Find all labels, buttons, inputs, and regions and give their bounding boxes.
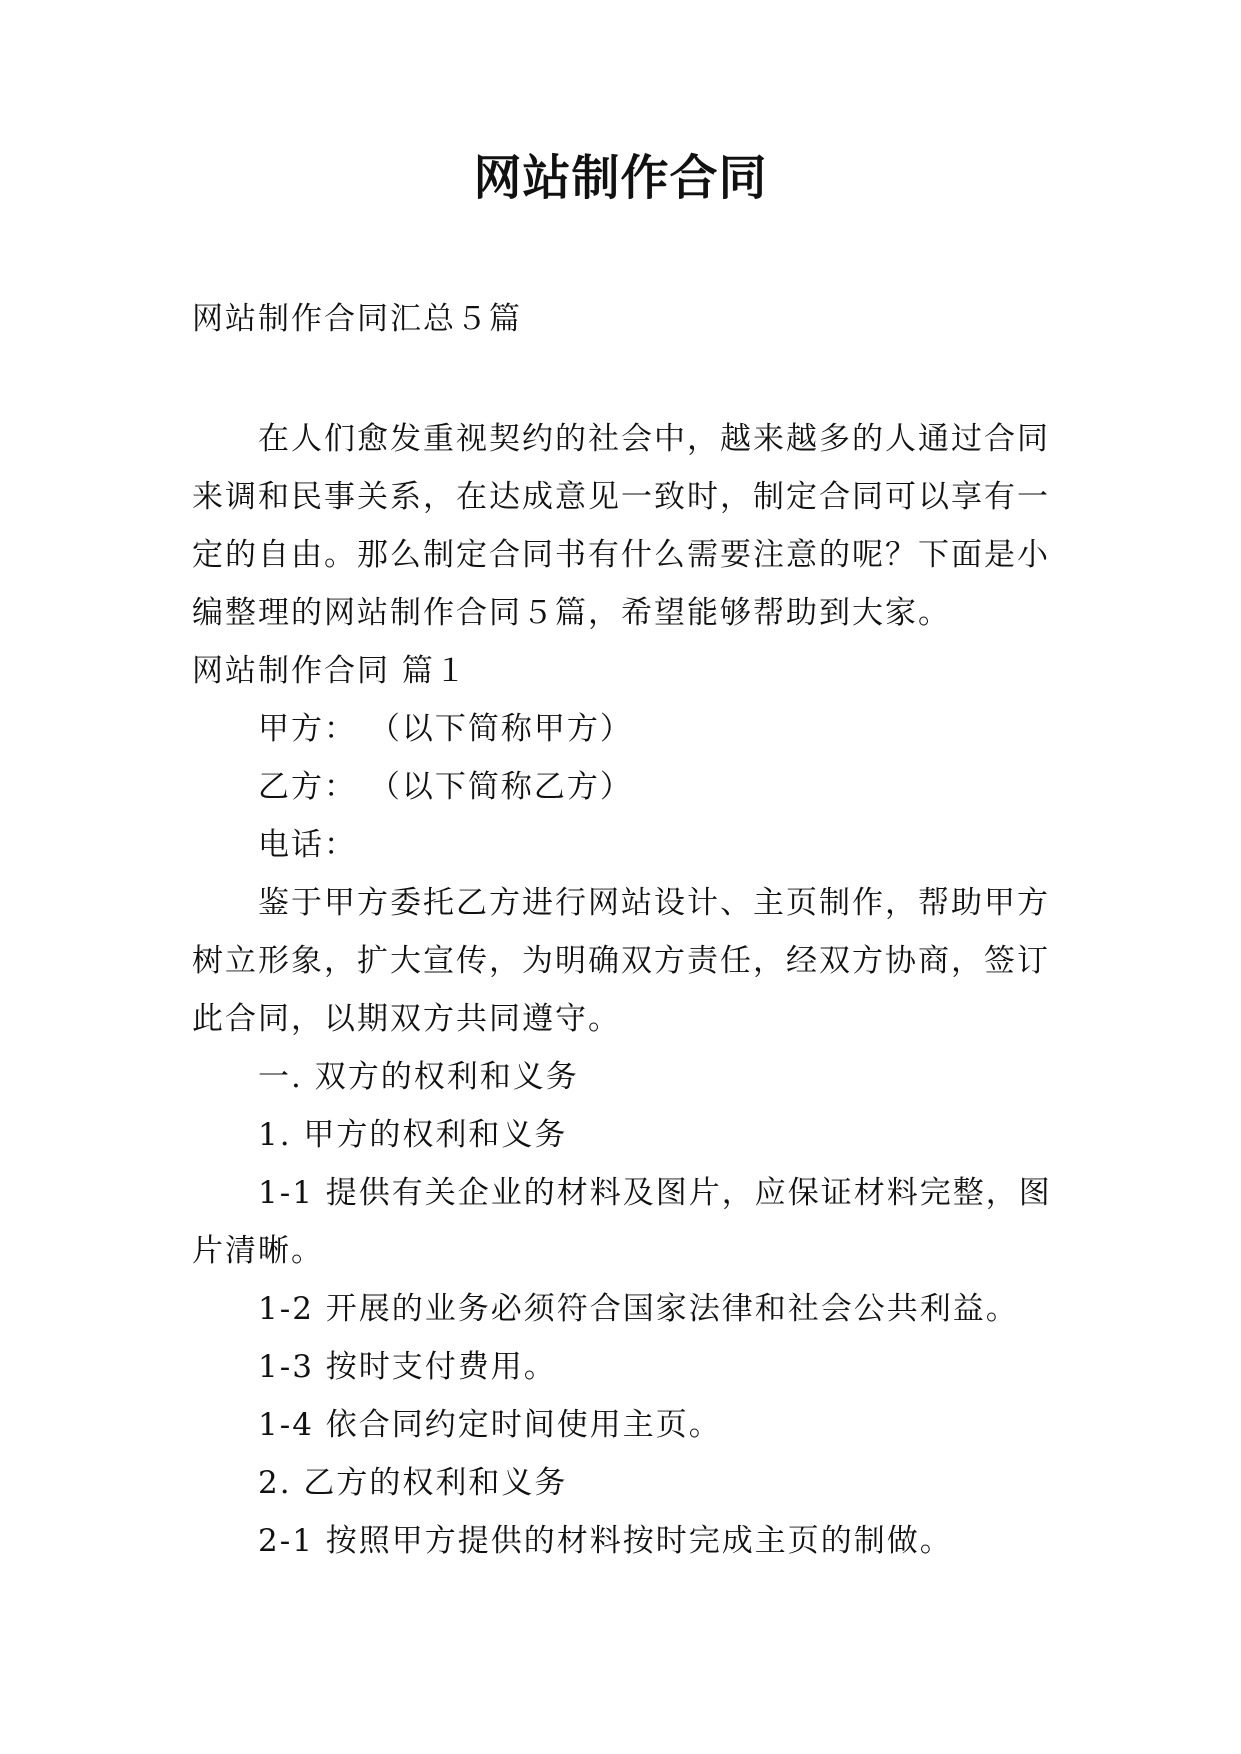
preamble-line-2: 树立形象，扩大宣传，为明确双方责任，经双方协商，签订	[192, 943, 1050, 979]
clause-1-1-2: 1-2 开展的业务必须符合国家法律和社会公共利益。	[258, 1291, 1019, 1327]
intro-line-4: 编整理的网站制作合同５篇，希望能够帮助到大家。	[192, 595, 951, 631]
preamble-line-1: 鉴于甲方委托乙方进行网站设计、主页制作，帮助甲方	[258, 885, 1050, 921]
document-body	[192, 290, 1052, 1570]
clause-1-heading: 一. 双方的权利和义务	[258, 1059, 579, 1095]
clause-1-1-4: 1-4 依合同约定时间使用主页。	[258, 1407, 722, 1443]
spacer	[192, 348, 1052, 410]
clause-1-1-3: 1-3 按时支付费用。	[258, 1349, 557, 1385]
intro-line-3: 定的自由。那么制定合同书有什么需要注意的呢？下面是小	[192, 537, 1050, 573]
intro-line-2: 来调和民事关系，在达成意见一致时，制定合同可以享有一	[192, 479, 1050, 515]
clause-1-2-1: 2-1 按照甲方提供的材料按时完成主页的制做。	[258, 1523, 953, 1559]
party-b: 乙方： （以下简称乙方）	[258, 769, 633, 805]
clause-1-1-1-line-1: 1-1 提供有关企业的材料及图片，应保证材料完整，图	[258, 1175, 1052, 1211]
document-subtitle: 网站制作合同汇总５篇	[192, 301, 522, 337]
section-heading: 网站制作合同 篇１	[192, 653, 468, 689]
phone-line: 电话：	[258, 827, 357, 863]
clause-1-1-heading: 1. 甲方的权利和义务	[258, 1117, 568, 1153]
party-a: 甲方： （以下简称甲方）	[258, 711, 633, 747]
intro-line-1: 在人们愈发重视契约的社会中，越来越多的人通过合同	[258, 421, 1050, 457]
clause-1-2-heading: 2. 乙方的权利和义务	[258, 1465, 568, 1501]
clause-1-1-1-line-2: 片清晰。	[192, 1233, 324, 1269]
preamble-line-3: 此合同，以期双方共同遵守。	[192, 1001, 621, 1037]
document-title: 网站制作合同	[473, 150, 768, 206]
